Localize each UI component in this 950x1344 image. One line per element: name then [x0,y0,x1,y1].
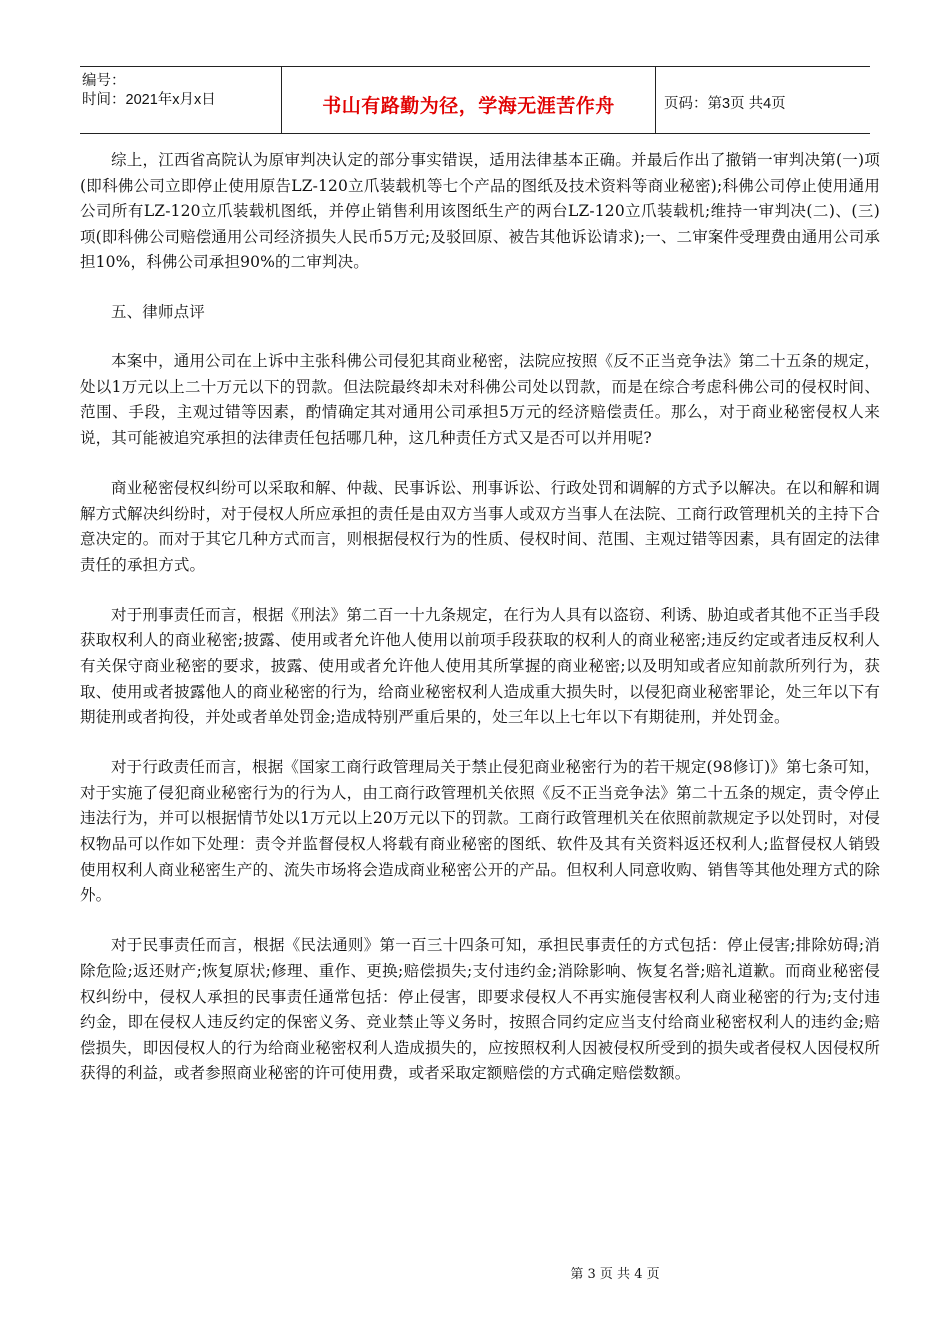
paragraph-case-analysis: 本案中，通用公司在上诉中主张科佛公司侵犯其商业秘密，法院应按照《反不正当竞争法》第二十五条的规定，处以1万元以上二十万元以下的罚款。但法院最终却未对科佛公司处以罚款，而是在综合考虑科佛公司的侵权时间、范围、手段，主观过错等因素，酌情确定其对通用公司承担5万元的经济赔偿责任。那么，对于商业秘密侵权人来说，其可能被追究承担的法律责任包括哪几种，这几种责任方式又是否可以并用呢? [80,352,880,447]
section-heading-lawyer-comment: 五、律师点评 [111,303,205,322]
paragraph-dispute-resolution: 商业秘密侵权纠纷可以采取和解、仲裁、民事诉讼、刑事诉讼、行政处罚和调解的方式予以解决。在以和解和调解方式解决纠纷时，对于侵权人所应承担的责任是由双方当事人或双方当事人在法院、工商行政管理机关的主持下合意决定的。而对于其它几种方式而言，则根据侵权行为的性质、侵权时间、范围、主观过错等因素，具有固定的法律责任的承担方式。 [80,478,880,574]
footer-page-number: 第 3 页 共 4 页 [570,1267,660,1282]
header-motto-cell [282,67,656,133]
header-motto: 书山有路勤为径，学海无涯苦作舟 [322,94,615,117]
header-page-number: 页码：第3页 共4页 [664,95,786,112]
paragraph-civil-liability: 对于民事责任而言，根据《民法通则》第一百三十四条可知，承担民事责任的方式包括：停止侵害;排除妨碍;消除危险;返还财产;恢复原状;修理、重作、更换;赔偿损失;支付违约金;消除影响、恢复名誉;赔礼道歉。而商业秘密侵权纠纷中，侵权人承担的民事责任通常包括：停止侵害，即要求侵权人不再实施侵害权利人商业秘密的行为;支付违约金，即在侵权人违反约定的保密义务、竞业禁止等义务时，按照合同约定应当支付给商业秘密权利人的违约金;赔偿损失，即因侵权人的行为给商业秘密权利人造成损失的，应按照权利人因被侵权所受到的损失或者侵权人因侵权所获得的利益，或者参照商业秘密的许可使用费，或者采取定额赔偿的方式确定赔偿数额。 [80,936,880,1083]
paragraph-criminal-liability: 对于刑事责任而言，根据《刑法》第二百一十九条规定，在行为人具有以盗窃、利诱、胁迫或者其他不正当手段获取权利人的商业秘密;披露、使用或者允许他人使用以前项手段获取的权利人的商业秘密;违反约定或者违反权利人有关保守商业秘密的要求，披露、使用或者允许他人使用其所掌握的商业秘密;以及明知或者应知前款所列行为，获取、使用或者披露他人的商业秘密的行为，给商业秘密权利人造成重大损失时，以侵犯商业秘密罪论，处三年以下有期徒刑或者拘役，并处或者单处罚金;造成特别严重后果的，处三年以上七年以下有期徒刑，并处罚金。 [80,605,880,727]
page-footer [0,1263,950,1282]
document-date-label: 时间：2021年x月x日 [82,92,216,108]
page-header [80,66,870,134]
document-number-label: 编号： [82,73,126,89]
header-meta [80,67,282,133]
header-page-cell [656,67,870,133]
paragraph-administrative-liability: 对于行政责任而言，根据《国家工商行政管理局关于禁止侵犯商业秘密行为的若干规定(98修订)》第七条可知，对于实施了侵犯商业秘密行为的行为人，由工商行政管理机关依照《反不正当竞争法》第二十五条的规定，责令停止违法行为，并可以根据情节处以1万元以上20万元以下的罚款。工商行政管理机关在依照前款规定予以处罚时，对侵权物品可以作如下处理：责令并监督侵权人将载有商业秘密的图纸、软件及其有关资料返还权利人;监督侵权人销毁使用权利人商业秘密生产的、流失市场将会造成商业秘密公开的产品。但权利人同意收购、销售等其他处理方式的除外。 [80,758,880,905]
document-body [80,148,880,1111]
paragraph-conclusion: 综上，江西省高院认为原审判决认定的部分事实错误，适用法律基本正确。并最后作出了撤销一审判决第(一)项(即科佛公司立即停止使用原告LZ-120立爪装载机等七个产品的图纸及技术资料等商业秘密);科佛公司停止使用通用公司所有LZ-120立爪装载机图纸，并停止销售利用该图纸生产的两台LZ-120立爪装载机;维持一审判决(二)、(三)项(即科佛公司赔偿通用公司经济损失人民币5万元;及驳回原、被告其他诉讼请求);一、二审案件受理费由通用公司承担10%，科佛公司承担90%的二审判决。 [80,151,881,272]
